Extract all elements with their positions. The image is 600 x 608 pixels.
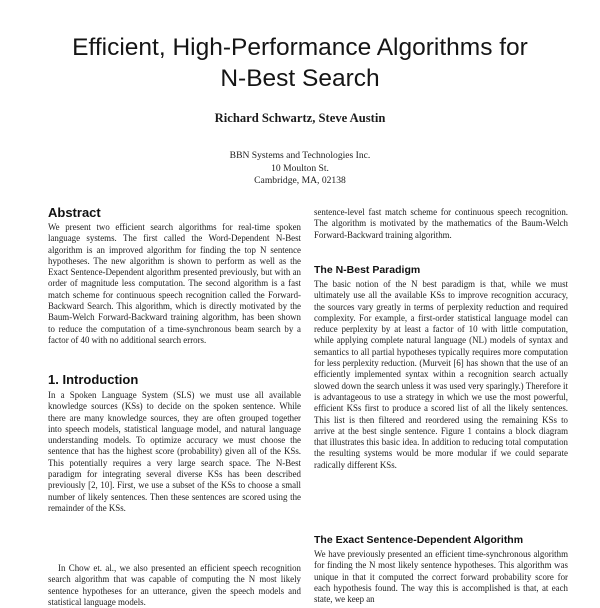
nbest-text: The basic notion of the N best paradigm is that, while we must ultimately use all the available KSs to improve recognition accuracy, the sources vary greatly in terms of perplexity reduction and required complexity. For example, a first-order statistical language model can reduce perplexity by at least a factor of 10 with little computation, while applying complete natural language (NL) models of syntax and semantics to all partial hypotheses typically requires more computation for less perplexity reduction. (Murveit [6] has shown that the use of an efficiently implemented syntax within a recognition search actually slowed down the search unless it was used very sparingly.) Therefore it is advantageous to use a strategy in which we use the most powerful, efficient KSs first to produce a scored list of all the likely sentences. This list is then filtered and reordered using the remaining KSs to arrive at the best single sentence. Figure 1 contains a block diagram that illustrates this basic idea. In addition to reducing total computation the resulting systems would be more modular if we could separate radically different KSs. — [314, 279, 568, 470]
abstract-heading: Abstract — [48, 205, 101, 220]
title-line-2: N-Best Search — [220, 65, 380, 92]
affiliation-org: BBN Systems and Technologies Inc. — [229, 150, 371, 161]
affiliation-street: 10 Moulton St. — [271, 162, 329, 174]
intro-paragraph-1: In a Spoken Language System (SLS) we must use all available knowledge sources (KSs) to decide on the spoken sentence. While there are many knowledge sources, they are often grouped together into speech models, statistical language model, and natural language understanding models. To optimize accuracy we must choose the sentence that has the highest score (probability) given all of the KSs. This potentially requires a very large search space. The N-Best paradigm for integrating several diverse KSs has been described previously [2, 10]. First, we use a subset of the KSs to choose a small number of likely sentences. Then these sentences are scored using the remainder of the KSs. — [48, 390, 301, 513]
abstract-text: We present two efficient search algorithms for real-time spoken language systems. The first called the Word-Dependent N-Best algorithm is an improved algorithm for finding the top N sentence hypotheses. The new algorithm is shown to perform as well as the Exact Sentence-Dependent algorithm presented previously, but with an order of magnitude less computation. The second algorithm is a fast match scheme for continuous speech recognition called the Forward-Backward Search. This algorithm, which is directly motivated by the Baum-Welch Forward-Backward training algorithm, has been shown to reduce the computation of a time-synchronous beam search by a factor of 40 with no additional search errors. — [48, 222, 301, 345]
authors: Richard Schwartz, Steve Austin — [214, 111, 386, 125]
paper-title — [0, 32, 600, 94]
affiliation — [0, 150, 600, 188]
title-line-1: Efficient, High-Performance Algorithms for — [72, 34, 528, 61]
exact-algorithm-text: We have previously presented an efficient time-synchronous algorithm for finding the N most likely sentence hypotheses. This algorithm was unique in that it computed the correct forward probability score for each hypothesis found. The way this is accomplished is that, at each state, we keep an — [314, 549, 568, 605]
affiliation-city: Cambridge, MA, 02138 — [254, 175, 346, 186]
intro-paragraph-2: In Chow et. al., we also presented an efficient speech recognition search algorithm that was capable of computing the N most likely sentence hypotheses for an utterance, given the speech models and statistical language models. — [48, 563, 301, 607]
exact-algorithm-heading: The Exact Sentence-Dependent Algorithm — [314, 534, 524, 546]
nbest-heading: The N-Best Paradigm — [314, 264, 421, 276]
introduction-heading: 1. Introduction — [48, 372, 139, 387]
continuation-text: sentence-level fast match scheme for continuous speech recognition. The algorithm is motivated by the mathematics of the Baum-Welch Forward-Backward training algorithm. — [314, 207, 568, 240]
